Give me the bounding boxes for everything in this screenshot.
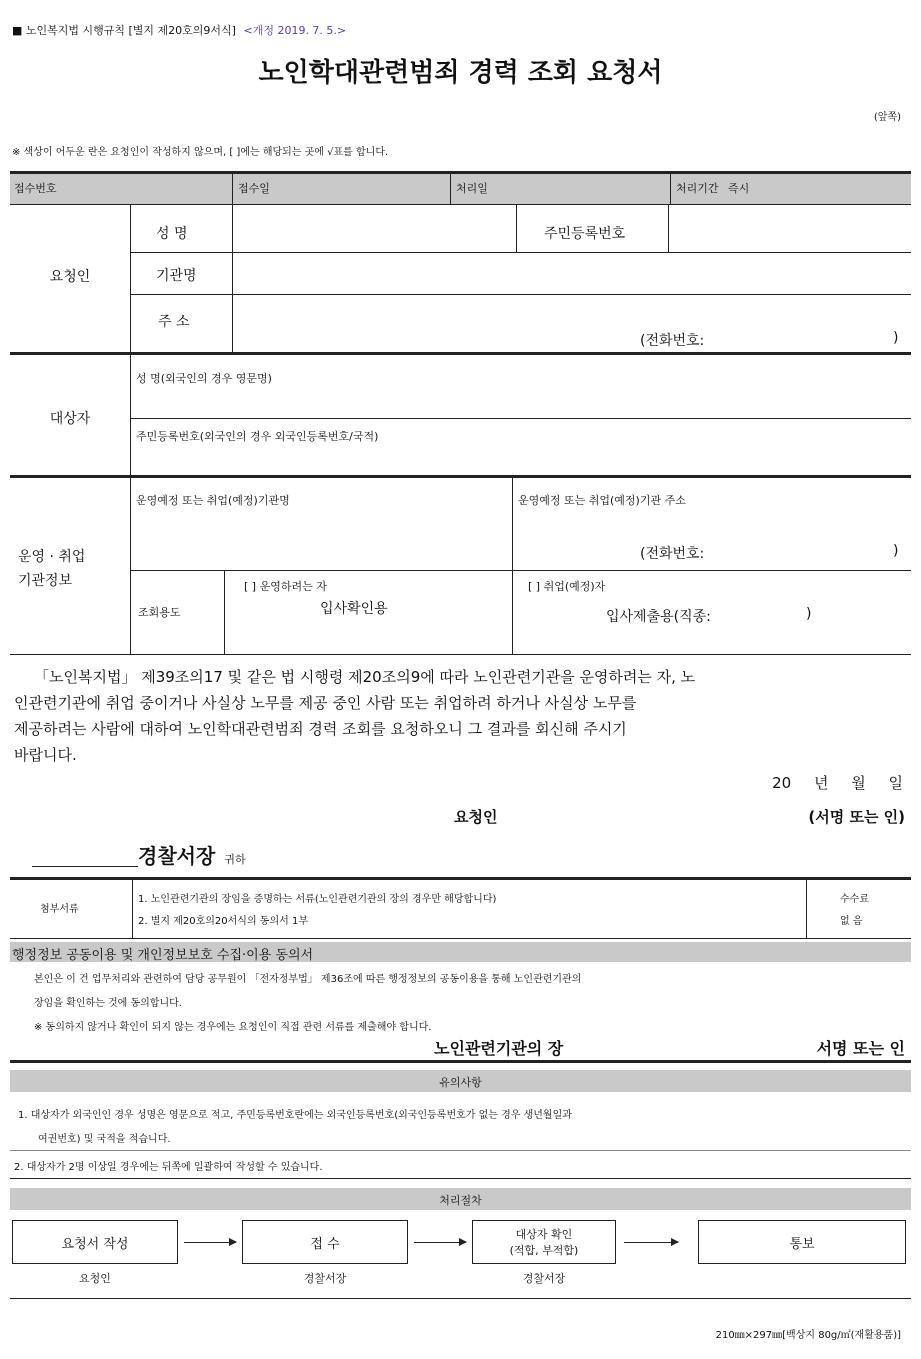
consent-sign-label: 서명 또는 인 xyxy=(816,1039,905,1058)
institution-section-label-2: 기관정보 xyxy=(18,573,73,589)
statement-line-3: 제공하려는 사람에 대하여 노인학대관련범죄 경력 조회를 요청하오니 그 결과를 회신해 주시기 xyxy=(14,720,627,738)
purpose-option-2-text: 입사제출용(직종: xyxy=(606,609,711,625)
subject-rrn-field[interactable] xyxy=(136,444,906,472)
divider xyxy=(232,174,233,204)
divider xyxy=(10,1150,911,1151)
process-step-verify xyxy=(472,1220,616,1264)
form-ref-text: ■ 노인복지법 시행규칙 [별지 제20호의9서식] xyxy=(12,24,236,37)
institution-phone-close: ) xyxy=(893,543,899,559)
statement-line-2: 인관련기관에 취업 중이거나 사실상 노무를 제공 중인 사람 또는 취업하려 하거나 사실상 노무를 xyxy=(14,694,637,712)
purpose-option-1-text: 입사확인용 xyxy=(320,601,388,617)
note-item-1-line-1: 1. 대상자가 외국인인 경우 성명은 영문으로 적고, 주민등록번호란에는 외국인등록번호(외국인등록번호가 없는 경우 생년월일과 xyxy=(18,1110,572,1121)
divider xyxy=(512,478,513,654)
attachment-item-1: 1. 노인관련기관의 장임을 증명하는 서류(노인관련기관의 장의 경우만 해당합니다) xyxy=(138,894,497,905)
period-label xyxy=(676,180,749,196)
divider xyxy=(130,294,911,295)
divider xyxy=(130,418,911,419)
process-step-label: 대상자 확인 xyxy=(515,1228,573,1241)
requester-phone-label: (전화번호: xyxy=(640,333,705,349)
revision-text: <개정 2019. 7. 5.> xyxy=(243,24,347,37)
divider xyxy=(10,877,911,880)
consent-line-1: 본인은 이 건 업무처리와 관련하여 담당 공무원이 「전자정부법」 제36조에 따른 행정정보의 공동이용을 통해 노인관련기관의 xyxy=(34,974,582,985)
divider xyxy=(10,204,911,205)
divider xyxy=(10,1298,911,1299)
divider xyxy=(516,204,517,252)
requester-org-field[interactable] xyxy=(236,256,906,290)
requester-rrn-label: 주민등록번호 xyxy=(544,226,626,242)
divider xyxy=(806,880,807,938)
process-step-receipt xyxy=(242,1220,408,1264)
instruction: ※ 색상이 어두운 란은 요청인이 작성하지 않으며, [ ]에는 해당되는 곳에 √표를 합니다. xyxy=(12,147,389,158)
subject-name-label: 성 명(외국인의 경우 영문명) xyxy=(136,372,272,385)
process-title: 처리절차 xyxy=(439,1194,482,1207)
institution-phone-label: (전화번호: xyxy=(640,546,705,562)
paper-spec: 210㎜×297㎜[백상지 80g/㎡(재활용품)] xyxy=(715,1330,901,1341)
divider xyxy=(130,204,131,352)
divider xyxy=(130,355,131,475)
recipient xyxy=(138,840,246,869)
divider xyxy=(670,174,671,204)
divider xyxy=(10,475,911,478)
subject-rrn-label: 주민등록번호(외국인의 경우 외국인등록번호/국적) xyxy=(136,430,379,443)
divider xyxy=(130,478,131,654)
divider xyxy=(10,654,911,655)
process-step-notify xyxy=(698,1220,906,1264)
consent-line-3: ※ 동의하지 않거나 확인이 되지 않는 경우에는 요청인이 직접 관련 서류를 제출해야 합니다. xyxy=(34,1022,432,1033)
requester-name-label: 성 명 xyxy=(156,226,188,242)
note-item-1-line-2: 여권번호) 및 국적을 적습니다. xyxy=(38,1134,171,1145)
divider xyxy=(668,204,669,252)
process-step-actor: 경찰서장 xyxy=(303,1272,347,1285)
consent-line-2: 장임을 확인하는 것에 동의합니다. xyxy=(34,998,182,1009)
institution-address-field[interactable] xyxy=(518,510,906,560)
arrow-icon xyxy=(414,1242,466,1243)
divider xyxy=(130,252,911,253)
purpose-option-2[interactable]: [ ] 취업(예정)자 xyxy=(528,580,606,593)
divider xyxy=(232,204,233,352)
subject-name-field[interactable] xyxy=(136,386,906,414)
institution-name-label: 운영예정 또는 취업(예정)기관명 xyxy=(136,494,290,507)
form-reference xyxy=(12,22,346,38)
process-step-actor: 요청인 xyxy=(79,1272,111,1285)
receipt-date-label: 접수일 xyxy=(238,182,270,195)
requester-rrn-field[interactable] xyxy=(672,210,908,246)
purpose-option-2-close: ) xyxy=(806,606,812,622)
note-item-2: 2. 대상자가 2명 이상일 경우에는 뒤쪽에 일괄하여 작성할 수 있습니다. xyxy=(14,1162,323,1173)
divider xyxy=(130,570,911,571)
fee-value: 없 음 xyxy=(840,916,863,927)
institution-name-field[interactable] xyxy=(136,510,508,560)
process-step-label: 접 수 xyxy=(310,1236,340,1252)
divider xyxy=(450,174,451,204)
period-value: 즉시 xyxy=(728,182,750,195)
statement-sign-label: (서명 또는 인) xyxy=(808,808,905,826)
process-step-actor: 경찰서장 xyxy=(522,1272,566,1285)
purpose-label: 조회용도 xyxy=(138,606,181,619)
statement-date: 20 년 월 일 xyxy=(772,774,903,792)
process-step-sub: (적합, 부적합) xyxy=(509,1244,579,1257)
recipient-honorific: 귀하 xyxy=(224,853,246,866)
notes-title: 유의사항 xyxy=(439,1076,482,1089)
page-title: 노인학대관련범죄 경력 조회 요청서 xyxy=(258,58,663,88)
recipient-name: 경찰서장 xyxy=(138,844,216,868)
divider xyxy=(10,938,911,939)
consent-head-label: 노인관련기관의 장 xyxy=(434,1039,564,1058)
attachments-label: 첨부서류 xyxy=(40,904,79,915)
receipt-number-label: 접수번호 xyxy=(14,182,57,195)
attachment-item-2: 2. 별지 제20호의20서식의 동의서 1부 xyxy=(138,916,308,927)
police-station-blank[interactable] xyxy=(32,866,138,867)
requester-address-field[interactable] xyxy=(236,298,906,348)
divider xyxy=(224,570,225,654)
process-step-request xyxy=(12,1220,178,1264)
divider xyxy=(10,1060,911,1063)
process-step-label: 요청서 작성 xyxy=(61,1236,129,1252)
requester-section-label: 요청인 xyxy=(49,269,91,285)
side-note: (앞쪽) xyxy=(873,112,901,123)
institution-section-label-1: 운영 · 취업 xyxy=(18,549,86,565)
fee-label: 수수료 xyxy=(840,894,869,905)
requester-address-label: 주 소 xyxy=(158,314,190,330)
divider xyxy=(10,1178,911,1179)
consent-title: 행정정보 공동이용 및 개인정보보호 수집·이용 동의서 xyxy=(12,948,314,963)
requester-phone-close: ) xyxy=(893,330,899,346)
statement-requester-label: 요청인 xyxy=(454,808,498,826)
divider xyxy=(132,880,133,938)
period-label-text: 처리기간 xyxy=(676,182,719,195)
subject-section-label: 대상자 xyxy=(49,411,91,427)
requester-name-field[interactable] xyxy=(236,210,512,246)
statement-line-4: 바랍니다. xyxy=(14,746,77,764)
arrow-icon xyxy=(184,1242,236,1243)
institution-address-label: 운영예정 또는 취업(예정)기관 주소 xyxy=(518,494,686,507)
process-step-label: 통보 xyxy=(789,1236,815,1252)
statement-line-1: 「노인복지법」 제39조의17 및 같은 법 시행령 제20조의9에 따라 노인관련기관을 운영하려는 자, 노 xyxy=(34,668,696,686)
divider xyxy=(10,352,911,355)
purpose-option-1[interactable]: [ ] 운영하려는 자 xyxy=(244,580,327,593)
requester-org-label: 기관명 xyxy=(156,268,197,284)
process-date-label: 처리일 xyxy=(456,182,488,195)
arrow-icon xyxy=(624,1242,678,1243)
